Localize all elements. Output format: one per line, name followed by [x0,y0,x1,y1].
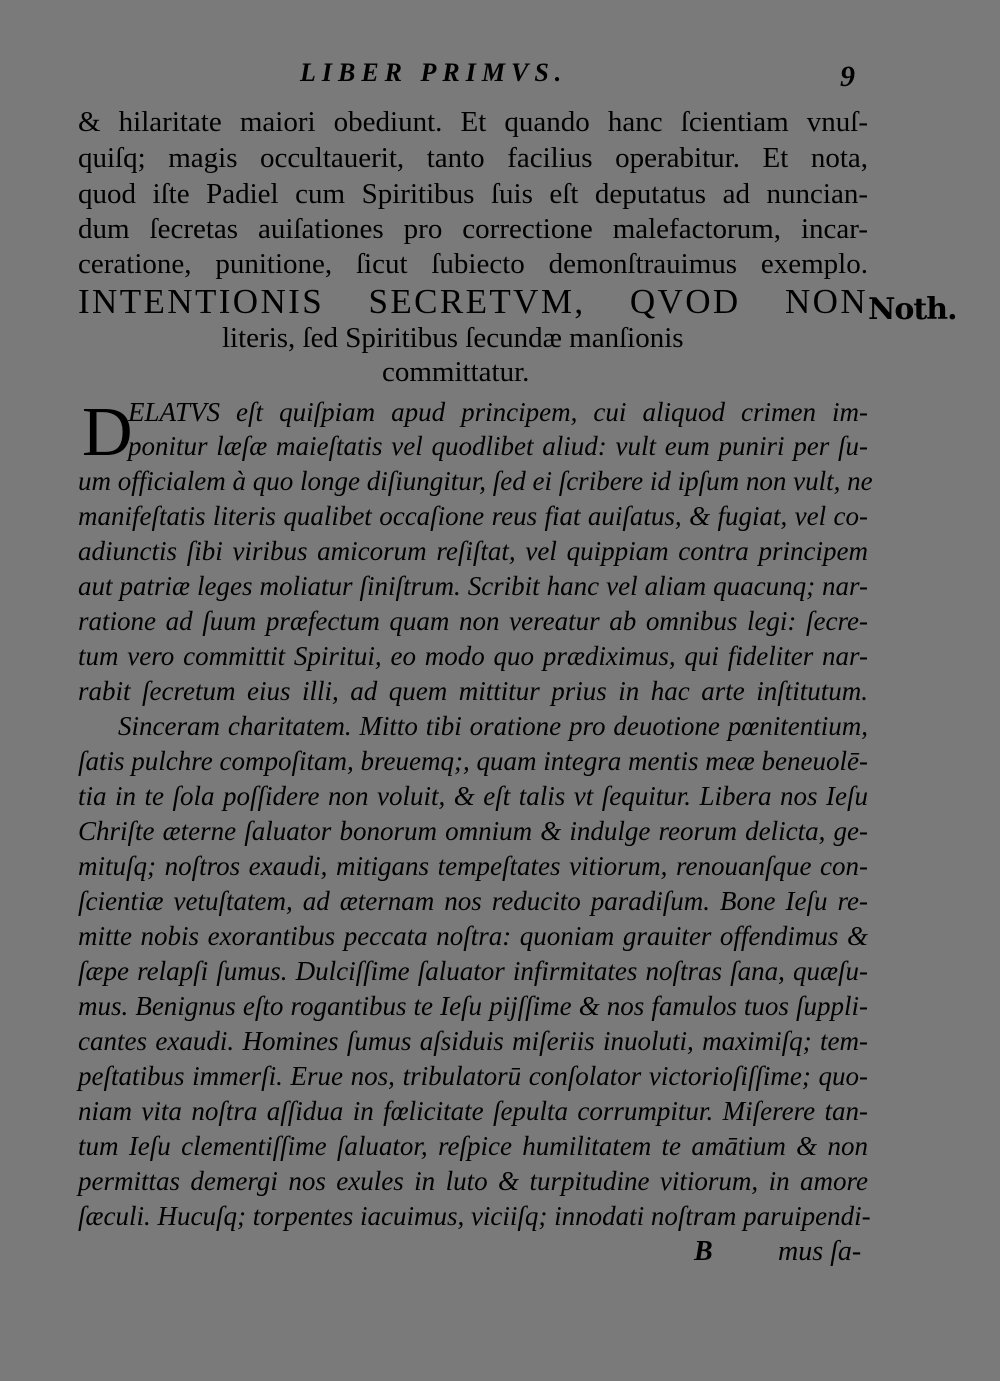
text-line: ſæpe relapſi ſumus. Dulciſſime ſaluator infirmitates noſtras ſana, quæſu- [78,956,868,986]
margin-note: Noth. [868,292,957,327]
text-line: permittas demergi nos exules in luto & turpitudine vitiorum, in amore [78,1166,868,1196]
text-line: ceratione, punitione, ſicut ſubiecto demonſtrauimus exemplo. [78,248,868,280]
text-line: quiſq; magis occultauerit, tanto facilius operabitur. Et nota, [78,142,868,174]
text-line: dum ſecretas auiſationes pro correctione malefactorum, incar- [78,213,868,245]
text-line: um officialem à quo longe diſiungitur, ſed ei ſcribere id ipſum non vult, ne [78,466,873,496]
initial-letter: D [82,394,133,471]
text-line: niam vita noſtra aſſidua in fœlicitate ſepulta corrumpitur. Miſerere tan- [78,1096,868,1126]
text-line: quod iſte Padiel cum Spiritibus ſuis eſt deputatus ad nuncian- [78,178,868,210]
signature-mark: B [694,1236,713,1267]
text-line: tum Ieſu clementiſſime ſaluator, reſpice humilitatem te amātium & non [78,1131,868,1161]
section-heading: INTENTIONIS SECRETVM, QVOD NON [78,282,868,321]
text-line: mituſq; noſtros exaudi, mitigans tempeſtates vitiorum, renouanſque con- [78,851,868,881]
text-line: cantes exaudi. Homines ſumus aſsiduis miſeriis inuoluti, maximiſq; tem- [78,1026,868,1056]
text-line: aut patriæ leges moliatur ſiniſtrum. Scribit hanc vel aliam quacunq; nar- [78,571,868,601]
text-line: ponitur læſæ maieſtatis vel quodlibet aliud: vult eum puniri per ſu- [128,431,868,461]
text-line: tia in te ſola poſſidere non voluit, & eſt talis vt ſequitur. Libera nos Ieſu [78,781,868,811]
text-line: mitte nobis exorantibus peccata noſtra: quoniam grauiter offendimus & [78,921,868,951]
text-line: ſcientiæ vetuſtatem, ad æternam nos reducito paradiſum. Bone Ieſu re- [78,886,868,916]
catchword: mus ſa- [778,1236,862,1267]
text-line: ſæculi. Hucuſq; torpentes iacuimus, viciiſq; innodati noſtram paruipendi- [78,1201,871,1231]
text-line: Sinceram charitatem. Mitto tibi oratione pro deuotione pœnitentium, [118,711,868,741]
text-line: Chriſte æterne ſaluator bonorum omnium & indulge reorum delicta, ge- [78,816,868,846]
section-heading-line2: literis, ſed Spiritibus ſecundæ manſionis [222,322,684,354]
text-line: rabit ſecretum eius illi, ad quem mittitur prius in hac arte inſtitutum. [78,676,868,706]
text-line: ratione ad ſuum præfectum quam non vereatur ab omnibus legi: ſecre- [78,606,868,636]
text-line: adiunctis ſibi viribus amicorum reſiſtat, vel quippiam contra principem [78,536,868,566]
text-line: mus. Benignus eſto rogantibus te Ieſu pijſſime & nos famulos tuos ſuppli- [78,991,868,1021]
running-title: LIBER PRIMVS. [300,58,568,87]
section-heading-line3: committatur. [382,356,530,388]
folio-number: 9 [840,60,855,93]
text-line: manifeſtatis literis qualibet occaſione reus fiat auiſatus, & fugiat, vel co- [78,501,868,531]
text-line: peſtatibus immerſi. Erue nos, tribulatorū conſolator victorioſiſſime; quo- [78,1061,868,1091]
text-line: tum vero committit Spiritui, eo modo quo prædiximus, qui fideliter nar- [78,641,868,671]
text-line: ſatis pulchre compoſitam, breuemq;, quam integra mentis meæ beneuolē- [78,746,868,776]
text-line: & hilaritate maiori obediunt. Et quando hanc ſcientiam vnuſ- [78,106,868,138]
text-line: ELATVS eſt quiſpiam apud principem, cui aliquod crimen im- [128,397,868,427]
